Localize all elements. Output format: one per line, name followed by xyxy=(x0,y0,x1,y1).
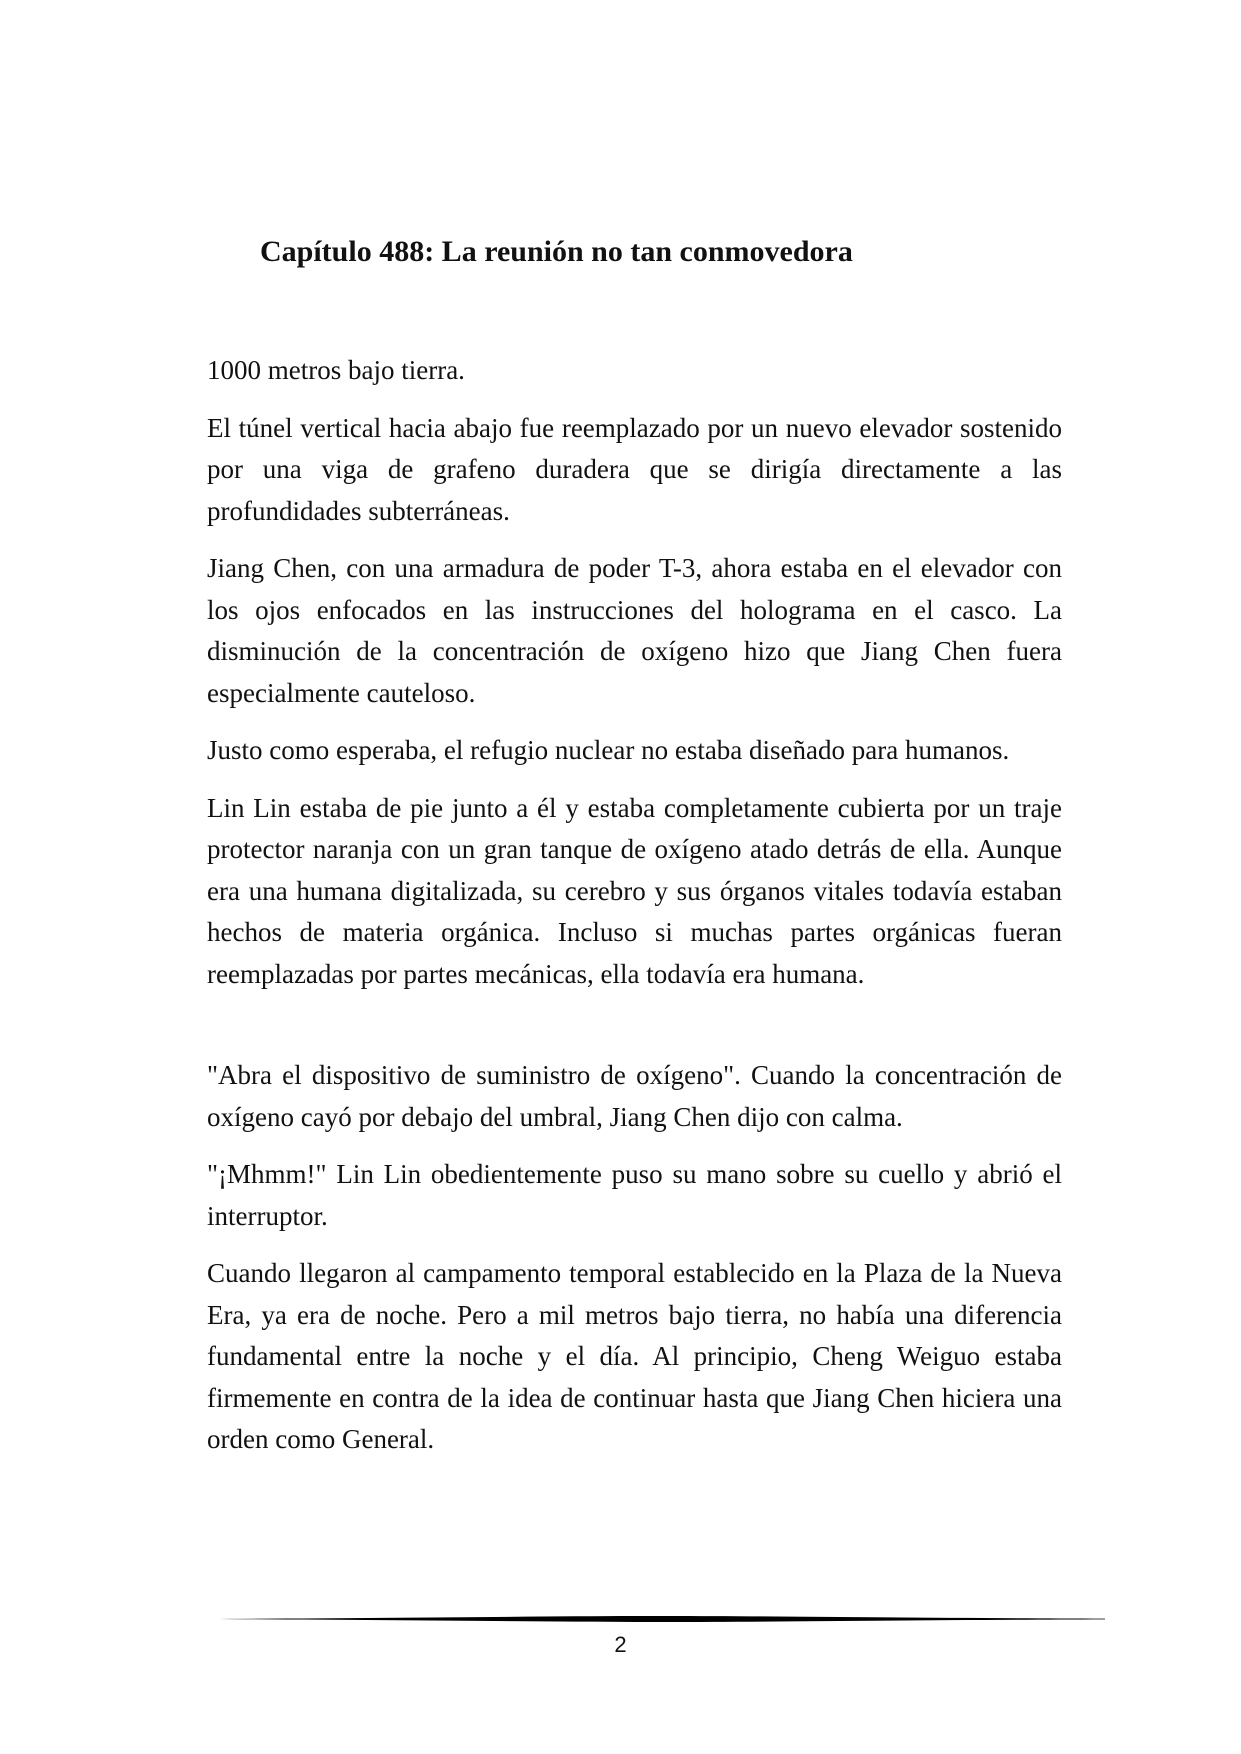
page-number: 2 xyxy=(614,1632,627,1657)
paragraph: Lin Lin estaba de pie junto a él y estaba completamente cubierta por un traje protector naranja con un gran tanque de oxígeno atado detrás de ella. Aunque era una humana digitalizada, su cerebro y sus órganos vitales todavía estaban hechos de materia orgánica. Incluso si muchas partes orgánicas fueran reemplazadas por partes mecánicas, ella todavía era humana. xyxy=(207,792,1062,989)
paragraph: El túnel vertical hacia abajo fue reemplazado por un nuevo elevador sostenido por una viga de grafeno duradera que se dirigía directamente a las profundidades subterráneas. xyxy=(207,412,1062,526)
footer-divider xyxy=(207,1615,1105,1623)
paragraph: 1000 metros bajo tierra. xyxy=(207,355,465,385)
paragraph: "Abra el dispositivo de suministro de oxígeno". Cuando la concentración de oxígeno cayó por debajo del umbral, Jiang Chen dijo con calma. xyxy=(207,1060,1062,1132)
paragraph: "¡Mhmm!" Lin Lin obedientemente puso su mano sobre su cuello y abrió el interruptor. xyxy=(207,1159,1062,1231)
chapter-body xyxy=(207,350,1062,1477)
paragraph: Cuando llegaron al campamento temporal establecido en la Plaza de la Nueva Era, ya era de noche. Pero a mil metros bajo tierra, no había una diferencia fundamental entre la noche y el día. Al principio, Cheng Weiguo estaba firmemente en contra de la idea de continuar hasta que Jiang Chen hiciera una orden como General. xyxy=(207,1258,1062,1454)
chapter-title: Capítulo 488: La reunión no tan conmovedora xyxy=(260,235,853,268)
paragraph: Justo como esperaba, el refugio nuclear no estaba diseñado para humanos. xyxy=(207,735,1010,765)
paragraph: Jiang Chen, con una armadura de poder T-3, ahora estaba en el elevador con los ojos enfocados en las instrucciones del holograma en el casco. La disminución de la concentración de oxígeno hizo que Jiang Chen fuera especialmente cauteloso. xyxy=(207,553,1062,708)
